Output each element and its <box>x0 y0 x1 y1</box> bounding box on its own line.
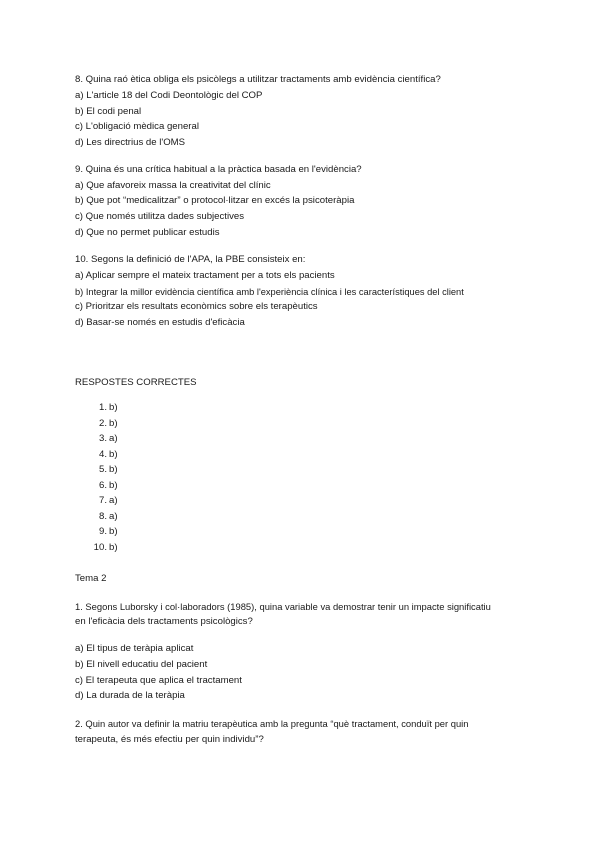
t2-q1-option-d: d) La durada de la teràpia <box>75 690 185 701</box>
q8-option-b: b) El codi penal <box>75 106 142 117</box>
answer-value: b) <box>109 464 118 475</box>
q9-option-d: d) Que no permet publicar estudis <box>75 227 220 238</box>
q9-question: 9. Quina és una crítica habitual a la pràctica basada en l'evidència? <box>75 164 362 175</box>
t2-q1-option-a: a) El tipus de teràpia aplicat <box>75 643 194 654</box>
answer-number: 2. <box>98 417 107 429</box>
t2-q1-question-line1: 1. Segons Luborsky i col·laboradors (1985), quina variable va demostrar tenir un impacte significatiu <box>75 601 491 612</box>
answer-number: 6. <box>98 479 107 491</box>
answer-value: b) <box>109 526 118 537</box>
answer-number: 4. <box>98 448 107 460</box>
q8-option-a: a) L'article 18 del Codi Deontològic del COP <box>75 90 263 101</box>
answers-heading: RESPOSTES CORRECTES <box>75 377 197 388</box>
answer-number: 8. <box>98 510 107 522</box>
q9-option-c: c) Que només utilitza dades subjectives <box>75 211 245 222</box>
q10-option-a: a) Aplicar sempre el mateix tractament per a tots els pacients <box>75 270 335 281</box>
q9-option-b: b) Que pot “medicalitzar” o protocol·litzar en excés la psicoteràpia <box>75 195 355 206</box>
answer-number: 7. <box>98 495 107 506</box>
answer-value: b) <box>109 541 118 553</box>
t2-q1-option-c: c) El terapeuta que aplica el tractament <box>75 675 242 686</box>
q10-question: 10. Segons la definició de l'APA, la PBE consisteix en: <box>75 254 306 265</box>
q8-option-d: d) Les directrius de l'OMS <box>75 137 186 148</box>
answer-value: b) <box>109 479 118 491</box>
t2-q1-question-line2: en l'eficàcia dels tractaments psicològics? <box>75 616 253 627</box>
q9-option-a: a) Que afavoreix massa la creativitat del clínic <box>75 180 271 191</box>
t2-q2-question-line2: terapeuta, és més efectiu per quin individu”? <box>75 734 264 745</box>
answer-value: b) <box>109 417 118 429</box>
answer-number: 3. <box>98 433 107 444</box>
answer-value: b) <box>109 402 118 413</box>
section-title: Tema 2 <box>75 573 107 584</box>
answer-value: a) <box>109 433 118 444</box>
t2-q2-question-line1: 2. Quin autor va definir la matriu terapèutica amb la pregunta “què tractament, conduït per quin <box>75 718 469 729</box>
q10-option-d: d) Basar-se només en estudis d'eficàcia <box>75 317 245 328</box>
answer-number: 5. <box>98 464 107 475</box>
q8-option-c: c) L'obligació mèdica general <box>75 121 199 132</box>
answer-number: 9. <box>98 526 107 537</box>
answer-number: 1. <box>98 402 107 413</box>
t2-q1-option-b: b) El nivell educatiu del pacient <box>75 659 208 670</box>
answer-value: b) <box>109 448 118 460</box>
answer-value: a) <box>109 495 118 506</box>
q8-question: 8. Quina raó ètica obliga els psicòlegs a utilitzar tractaments amb evidència científica? <box>75 74 441 85</box>
answer-value: a) <box>109 510 118 522</box>
answer-number: 10. <box>93 541 107 553</box>
q10-option-c: c) Prioritzar els resultats econòmics sobre els terapèutics <box>75 301 318 312</box>
q10-option-b: b) Integrar la millor evidència científica amb l'experiència clínica i les característiques del client <box>75 287 464 297</box>
